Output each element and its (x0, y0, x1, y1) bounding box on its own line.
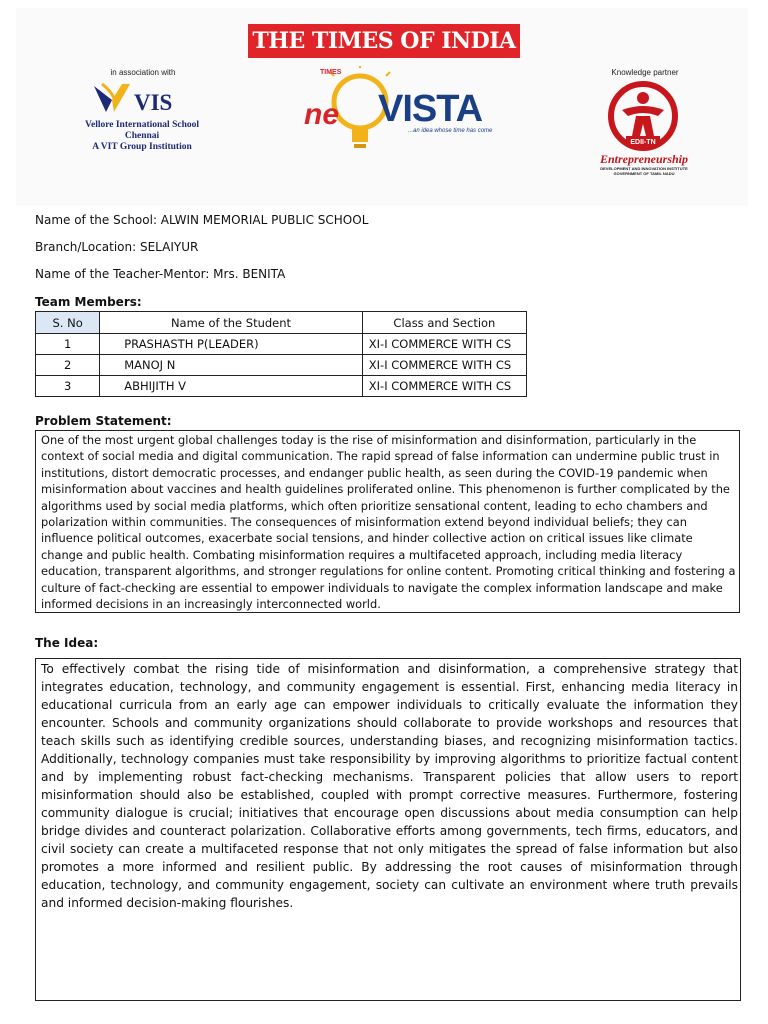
school-name: Name of the School: ALWIN MEMORIAL PUBLIC SCHOOL (35, 213, 369, 227)
column-header-class: Class and Section (362, 312, 526, 334)
problem-statement-box: One of the most urgent global challenges today is the rise of misinformation and disinformation, particularly in the context of social media and digital communication. The rapid spread of false information can undermine public trust in institutions, distort democratic processes, and endanger public health, as seen during the COVID-19 pandemic when misinformation about vaccines and health guidelines proliferated online. This phenomenon is further complicated by the algorithms used by social media platforms, which often prioritize sensational content, leading to echo chambers and polarization within communities. The consequences of misinformation extend beyond individual beliefs; they can influence political outcomes, exacerbate social tensions, and hinder collective action on critical issues like climate change and public health. Combating misinformation requires a multifaceted approach, including media literacy education, transparent algorithms, and stronger regulations for online content. Promoting critical thinking and fostering a culture of fact-checking are essential to empower individuals to navigate the complex information landscape and make informed decisions in an increasingly interconnected world. (35, 430, 740, 613)
table-row (36, 376, 527, 397)
cell-sno: 3 (36, 376, 100, 397)
branch-location: Branch/Location: SELAIYUR (35, 240, 199, 254)
teacher-mentor: Name of the Teacher-Mentor: Mrs. BENITA (35, 267, 286, 281)
table-header-row (36, 312, 527, 334)
vis-school-details (68, 120, 216, 153)
cell-name: ABHIJITH V (100, 376, 363, 397)
vis-line-2: Chennai (124, 131, 160, 141)
vis-logo-mark (92, 82, 132, 116)
vista-name: VISTA (378, 88, 483, 130)
team-members-table (35, 311, 527, 397)
table-row (36, 355, 527, 376)
ediitn-sub-1: DEVELOPMENT AND INNOVATION INSTITUTE (600, 166, 688, 171)
table-row (36, 334, 527, 355)
cell-class: XI-I COMMERCE WITH CS (362, 355, 526, 376)
cell-sno: 1 (36, 334, 100, 355)
vista-tagline: ...an idea whose time has come (408, 128, 493, 134)
column-header-name: Name of the Student (100, 312, 363, 334)
ediitn-logo (596, 80, 690, 152)
cell-class: XI-I COMMERCE WITH CS (362, 334, 526, 355)
vis-line-3: A VIT Group Institution (92, 142, 192, 152)
ediitn-badge: EDII-TN (630, 139, 656, 146)
times-of-india-masthead: THE TIMES OF INDIA (248, 24, 520, 58)
team-members-heading: Team Members: (35, 295, 142, 309)
vis-line-1: Vellore International School (84, 120, 199, 130)
cell-name: PRASHASTH P(LEADER) (100, 334, 363, 355)
cell-name: MANOJ N (100, 355, 363, 376)
association-label: in association with (110, 68, 176, 77)
ediitn-subtitle (594, 166, 694, 176)
ediitn-sub-2: GOVERNMENT OF TAMIL NADU (613, 171, 675, 176)
svg-text:TIMES: TIMES (320, 69, 342, 76)
ediitn-name: Entrepreneurship (599, 152, 689, 166)
cell-sno: 2 (36, 355, 100, 376)
idea-heading: The Idea: (35, 636, 99, 650)
vista-prefix: ne (304, 98, 340, 131)
vis-logo-text: VIS (134, 90, 173, 115)
cell-class: XI-I COMMERCE WITH CS (362, 376, 526, 397)
knowledge-partner-label: Knowledge partner (611, 68, 679, 77)
idea-box: To effectively combat the rising tide of misinformation and disinformation, a comprehensive strategy that integrates education, technology, and community engagement is essential. First, enhancing media literacy in educational curricula from an early age can empower individuals to critically evaluate the information they encounter. Schools and community organizations should collaborate to provide workshops and resources that teach skills such as identifying credible sources, understanding biases, and recognizing misinformation tactics. Additionally, technology companies must take responsibility by improving algorithms to prioritize factual content and by implementing robust fact-checking mechanisms. Transparent policies that allow users to report misinformation should also be established, coupled with prompt corrective measures. Furthermore, fostering community dialogue is crucial; initiatives that encourage open discussions about media consumption can help bridge divides and counteract polarization. Collaborative efforts among governments, tech firms, educators, and civil society can create a multifaceted response that not only mitigates the spread of false information but also promotes a more informed and resilient public. By addressing the root causes of misinformation through education, technology, and community engagement, society can cultivate an environment where truth prevails and informed decision-making flourishes. (35, 658, 741, 1001)
column-header-sno: S. No (36, 312, 100, 334)
problem-statement-heading: Problem Statement: (35, 414, 172, 428)
